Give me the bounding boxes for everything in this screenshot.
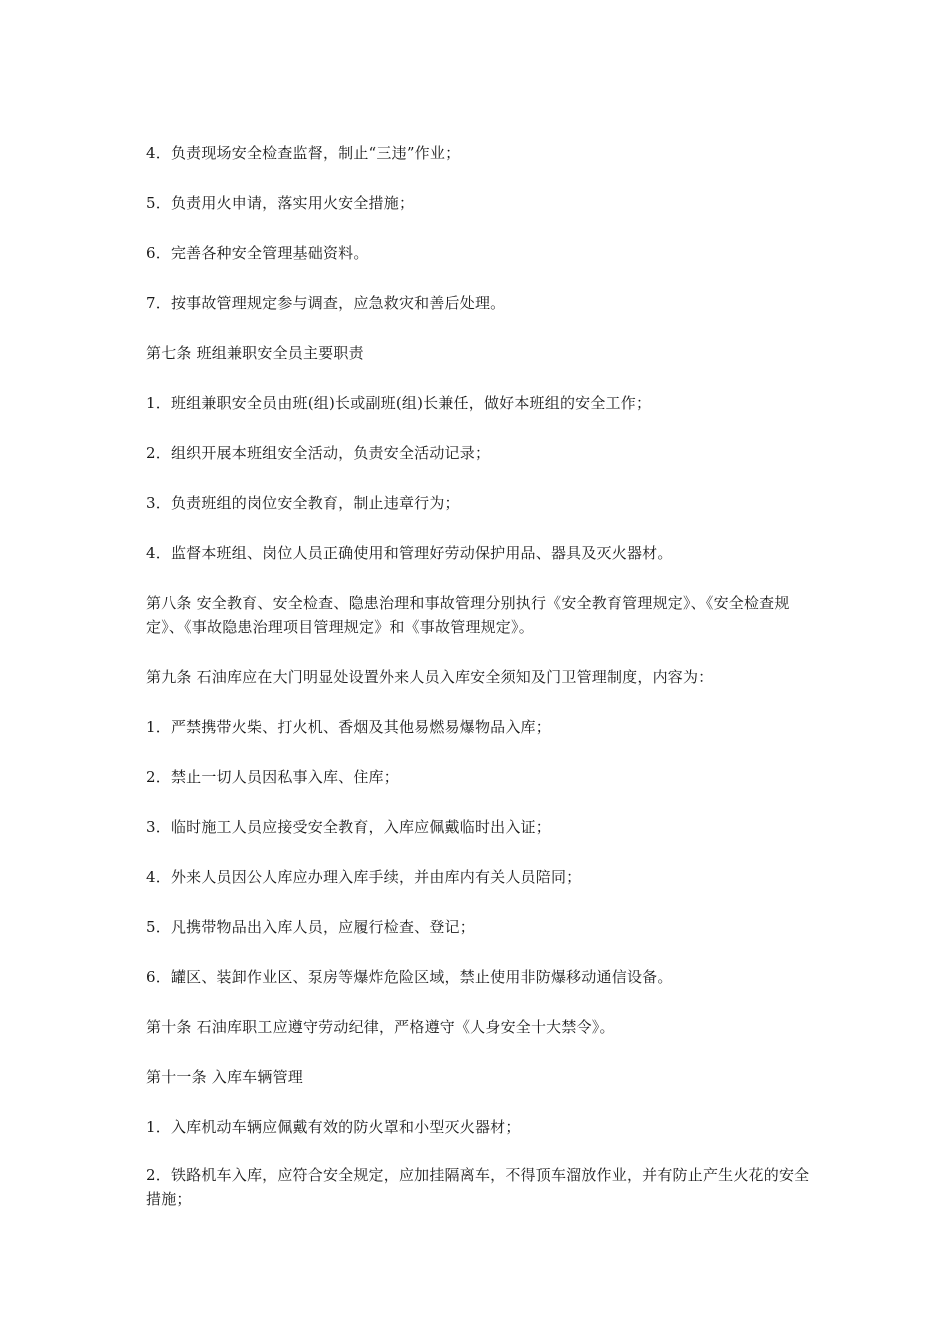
paragraph-article-9-item-6: 6．罐区、装卸作业区、泵房等爆炸危险区域，禁止使用非防爆移动通信设备。 [146, 968, 673, 986]
paragraph-article-7-item-3: 3．负责班组的岗位安全教育，制止违章行为； [146, 494, 460, 512]
article-10-paragraph: 第十条 石油库职工应遵守劳动纪律，严格遵守《人身安全十大禁令》。 [146, 1018, 615, 1036]
paragraph-item-7-accident-investigation: 7．按事故管理规定参与调查，应急救灾和善后处理。 [146, 294, 506, 312]
paragraph-article-9-item-5: 5．凡携带物品出入库人员，应履行检查、登记； [146, 918, 475, 936]
paragraph-item-6-records: 6．完善各种安全管理基础资料。 [146, 244, 369, 262]
paragraph-item-4-safety-inspection: 4．负责现场安全检查监督，制止“三违”作业； [146, 144, 461, 162]
paragraph-article-7-item-4: 4．监督本班组、岗位人员正确使用和管理好劳动保护用品、器具及灭火器材。 [146, 544, 673, 562]
paragraph-article-9-item-4: 4．外来人员因公人库应办理入库手续，并由库内有关人员陪同； [146, 868, 582, 886]
paragraph-article-7-item-1: 1．班组兼职安全员由班(组)长或副班(组)长兼任，做好本班组的安全工作； [146, 394, 652, 412]
paragraph-article-9-item-2: 2．禁止一切人员因私事入库、住库； [146, 768, 399, 786]
paragraph-article-11-item-1: 1．入库机动车辆应佩戴有效的防火罩和小型灭火器材； [146, 1118, 521, 1136]
paragraph-article-9-item-3: 3．临时施工人员应接受安全教育，入库应佩戴临时出入证； [146, 818, 551, 836]
article-11-heading: 第十一条 入库车辆管理 [146, 1068, 303, 1086]
article-7-heading: 第七条 班组兼职安全员主要职责 [146, 344, 364, 362]
article-8-paragraph: 第八条 安全教育、安全检查、隐患治理和事故管理分别执行《安全教育管理规定》、《安全检查规定》、《事故隐患治理项目管理规定》和《事故管理规定》。 [146, 594, 790, 636]
paragraph-article-11-item-2: 2．铁路机车入库，应符合安全规定，应加挂隔离车，不得顶车溜放作业，并有防止产生火花的安全措施； [146, 1166, 810, 1208]
article-9-heading: 第九条 石油库应在大门明显处设置外来人员入库安全须知及门卫管理制度，内容为： [146, 668, 714, 686]
paragraph-article-7-item-2: 2．组织开展本班组安全活动，负责安全活动记录； [146, 444, 491, 462]
paragraph-item-5-fire-permit: 5．负责用火申请，落实用火安全措施； [146, 194, 415, 212]
paragraph-article-9-item-1: 1．严禁携带火柴、打火机、香烟及其他易燃易爆物品入库； [146, 718, 551, 736]
